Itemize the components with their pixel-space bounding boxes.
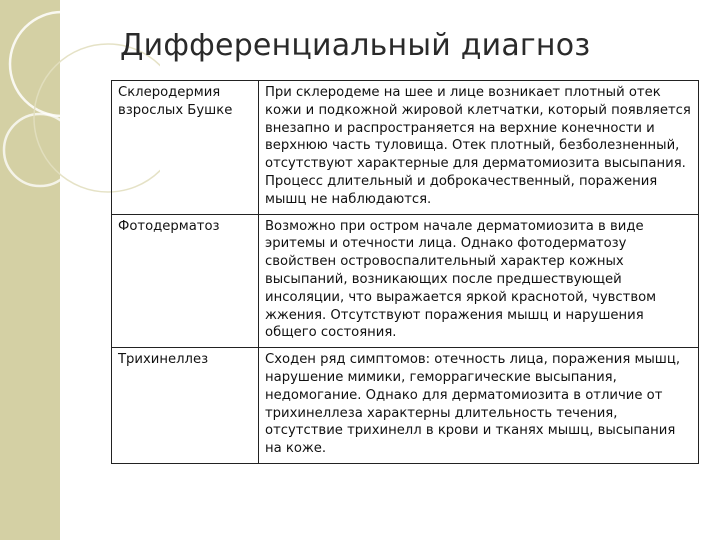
disease-name-cell: Фотодерматоз: [112, 214, 259, 348]
disease-name-cell: Склеродермия взрослых Бушке: [112, 81, 259, 215]
decor-circle-small: [4, 114, 76, 186]
description-cell: При склеродеме на шее и лице возникает плотный отек кожи и подкожной жировой клетчатки, который появляется внезапно и распространяется на верхние конечности и верхнюю часть туловища. Отек плотный, безболезненный, отсутствуют характерные для дерматомиозита высыпания. Процесс длительный и доброкачественный, поражения мышц не наблюдаются.: [259, 81, 699, 215]
table-row: [112, 214, 699, 348]
description-cell: Возможно при остром начале дерматомиозита в виде эритемы и отечности лица. Однако фотодерматозу свойствен островоспалительный характер кожных высыпаний, возникающих после предшествующей инсоляции, что выражается яркой краснотой, чувством жжения. Отсутствуют поражения мышц и нарушения общего состояния.: [259, 214, 699, 348]
decor-circle-large: [10, 12, 114, 116]
differential-diagnosis-table: [111, 80, 699, 464]
table-row: [112, 81, 699, 215]
page-title: Дифференциальный диагноз: [120, 28, 591, 63]
disease-name-cell: Трихинеллез: [112, 348, 259, 464]
table-row: [112, 348, 699, 464]
description-cell: Сходен ряд симптомов: отечность лица, поражения мышц, нарушение мимики, геморрагические высыпания, недомогание. Однако для дерматомиозита в отличие от трихинеллеза характерны длительность течения, отсутствие трихинелл в крови и тканях мышц, высыпания на коже.: [259, 348, 699, 464]
